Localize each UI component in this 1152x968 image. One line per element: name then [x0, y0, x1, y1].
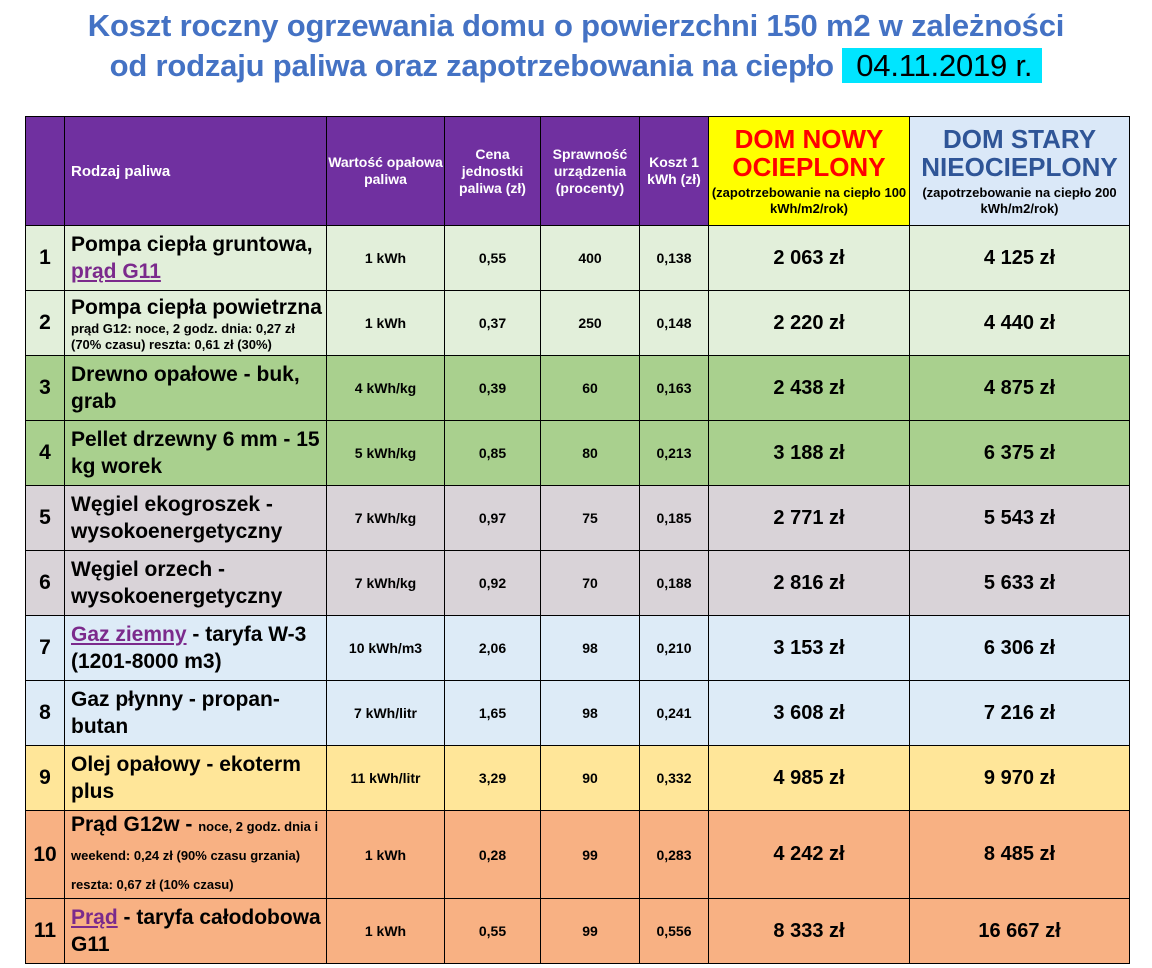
unit-price: 0,28	[445, 811, 541, 899]
calorific-value: 5 kWh/kg	[327, 421, 445, 486]
cost-per-kwh: 0,556	[640, 899, 709, 964]
cost-new-house: 4 242 zł	[709, 811, 910, 899]
fuel-name: Węgiel orzech - wysokoenergetyczny	[71, 558, 283, 608]
cost-old-house: 5 633 zł	[910, 551, 1130, 616]
unit-price: 1,65	[445, 681, 541, 746]
efficiency: 250	[541, 291, 640, 356]
row-number: 7	[26, 616, 65, 681]
cost-new-house: 3 153 zł	[709, 616, 910, 681]
cost-new-house: 3 188 zł	[709, 421, 910, 486]
efficiency: 60	[541, 356, 640, 421]
title-line-2	[0, 46, 1152, 86]
efficiency: 80	[541, 421, 640, 486]
fuel-name: Gaz płynny - propan-butan	[71, 688, 280, 738]
cost-per-kwh: 0,138	[640, 226, 709, 291]
cost-per-kwh: 0,213	[640, 421, 709, 486]
unit-price: 0,55	[445, 899, 541, 964]
fuel-note: prąd G12: noce, 2 godz. dnia: 0,27 zł (70% czasu) reszta: 0,61 zł (30%)	[71, 320, 295, 352]
fuel-name-suffix: - taryfa całodobowa G11	[71, 906, 321, 956]
fuel-type-cell	[65, 681, 327, 746]
header-cost-per-kwh: Koszt 1 kWh (zł)	[640, 117, 709, 226]
cost-new-house: 2 816 zł	[709, 551, 910, 616]
cost-per-kwh: 0,148	[640, 291, 709, 356]
row-number: 2	[26, 291, 65, 356]
table-row	[26, 681, 1130, 746]
unit-price: 3,29	[445, 746, 541, 811]
calorific-value: 4 kWh/kg	[327, 356, 445, 421]
fuel-type-cell	[65, 899, 327, 964]
efficiency: 75	[541, 486, 640, 551]
fuel-name: Pompa ciepła powietrzna	[71, 295, 322, 319]
heating-cost-table	[25, 116, 1130, 964]
old-house-title: DOM STARY NIEOCIEPLONY	[921, 124, 1118, 182]
fuel-type-cell	[65, 746, 327, 811]
calorific-value: 7 kWh/litr	[327, 681, 445, 746]
unit-price: 0,37	[445, 291, 541, 356]
cost-per-kwh: 0,163	[640, 356, 709, 421]
fuel-type-cell	[65, 551, 327, 616]
cost-old-house: 8 485 zł	[910, 811, 1130, 899]
row-number: 9	[26, 746, 65, 811]
table-row	[26, 226, 1130, 291]
header-index	[26, 117, 65, 226]
fuel-type-cell	[65, 616, 327, 681]
cost-per-kwh: 0,185	[640, 486, 709, 551]
table-row	[26, 421, 1130, 486]
unit-price: 0,55	[445, 226, 541, 291]
cost-old-house: 4 440 zł	[910, 291, 1130, 356]
header-old-house	[910, 117, 1130, 226]
calorific-value: 7 kWh/kg	[327, 551, 445, 616]
unit-price: 0,39	[445, 356, 541, 421]
cost-old-house: 4 875 zł	[910, 356, 1130, 421]
efficiency: 90	[541, 746, 640, 811]
cost-new-house: 3 608 zł	[709, 681, 910, 746]
calorific-value: 1 kWh	[327, 899, 445, 964]
new-house-title: DOM NOWY OCIEPLONY	[732, 124, 886, 182]
fuel-type-cell	[65, 811, 327, 899]
cost-old-house: 5 543 zł	[910, 486, 1130, 551]
efficiency: 99	[541, 899, 640, 964]
fuel-name: Pompa ciepła gruntowa,	[71, 233, 313, 256]
efficiency: 98	[541, 616, 640, 681]
fuel-type-cell	[65, 486, 327, 551]
fuel-type-cell	[65, 356, 327, 421]
fuel-link[interactable]: prąd G11	[71, 260, 161, 283]
calorific-value: 11 kWh/litr	[327, 746, 445, 811]
table-row	[26, 551, 1130, 616]
row-number: 4	[26, 421, 65, 486]
cost-new-house: 2 771 zł	[709, 486, 910, 551]
calorific-value: 1 kWh	[327, 226, 445, 291]
fuel-name: Prąd G12w -	[71, 813, 199, 836]
fuel-name: Pellet drzewny 6 mm - 15 kg worek	[71, 428, 320, 478]
fuel-name: Węgiel ekogroszek - wysokoenergetyczny	[71, 493, 283, 543]
header-calorific-value: Wartość opałowa paliwa	[327, 117, 445, 226]
fuel-name: Olej opałowy - ekoterm plus	[71, 753, 301, 803]
table-row	[26, 811, 1130, 899]
cost-new-house: 8 333 zł	[709, 899, 910, 964]
cost-per-kwh: 0,332	[640, 746, 709, 811]
cost-per-kwh: 0,210	[640, 616, 709, 681]
cost-new-house: 4 985 zł	[709, 746, 910, 811]
cost-new-house: 2 220 zł	[709, 291, 910, 356]
calorific-value: 1 kWh	[327, 291, 445, 356]
header-fuel-type: Rodzaj paliwa	[65, 117, 327, 226]
row-number: 5	[26, 486, 65, 551]
cost-new-house: 2 438 zł	[709, 356, 910, 421]
old-house-subtitle: (zapotrzebowanie na ciepło 200 kWh/m2/rok)	[922, 185, 1117, 216]
fuel-name-suffix: - taryfa W-3 (1201-8000 m3)	[71, 623, 307, 673]
unit-price: 2,06	[445, 616, 541, 681]
fuel-name: Drewno opałowe - buk, grab	[71, 363, 300, 413]
table-row	[26, 616, 1130, 681]
header-efficiency: Sprawność urządzenia (procenty)	[541, 117, 640, 226]
header-new-house	[709, 117, 910, 226]
cost-old-house: 6 306 zł	[910, 616, 1130, 681]
row-number: 1	[26, 226, 65, 291]
efficiency: 98	[541, 681, 640, 746]
page-title	[0, 6, 1152, 86]
row-number: 11	[26, 899, 65, 964]
efficiency: 99	[541, 811, 640, 899]
row-number: 6	[26, 551, 65, 616]
unit-price: 0,85	[445, 421, 541, 486]
fuel-note: noce, 2 godz. dnia i weekend: 0,24 zł (90% czasu grzania) reszta: 0,67 zł (10% czasu)	[71, 819, 319, 892]
cost-old-house: 4 125 zł	[910, 226, 1130, 291]
table-row	[26, 746, 1130, 811]
fuel-type-cell	[65, 226, 327, 291]
calorific-value: 7 kWh/kg	[327, 486, 445, 551]
fuel-type-cell	[65, 421, 327, 486]
row-number: 10	[26, 811, 65, 899]
cost-old-house: 6 375 zł	[910, 421, 1130, 486]
calorific-value: 10 kWh/m3	[327, 616, 445, 681]
title-line-2-text: od rodzaju paliwa oraz zapotrzebowania na ciepło	[109, 48, 834, 83]
unit-price: 0,92	[445, 551, 541, 616]
cost-old-house: 7 216 zł	[910, 681, 1130, 746]
date-badge: 04.11.2019 r.	[842, 48, 1042, 83]
efficiency: 70	[541, 551, 640, 616]
fuel-link[interactable]: Prąd	[71, 906, 118, 929]
cost-per-kwh: 0,241	[640, 681, 709, 746]
table-row	[26, 486, 1130, 551]
table-header-row	[26, 117, 1130, 226]
row-number: 3	[26, 356, 65, 421]
calorific-value: 1 kWh	[327, 811, 445, 899]
cost-new-house: 2 063 zł	[709, 226, 910, 291]
unit-price: 0,97	[445, 486, 541, 551]
fuel-type-cell	[65, 291, 327, 356]
table-row	[26, 291, 1130, 356]
cost-old-house: 16 667 zł	[910, 899, 1130, 964]
cost-per-kwh: 0,188	[640, 551, 709, 616]
title-line-1: Koszt roczny ogrzewania domu o powierzchni 150 m2 w zależności	[87, 8, 1065, 43]
table-row	[26, 899, 1130, 964]
header-unit-price: Cena jednostki paliwa (zł)	[445, 117, 541, 226]
new-house-subtitle: (zapotrzebowanie na ciepło 100 kWh/m2/rok)	[711, 185, 907, 216]
fuel-link[interactable]: Gaz ziemny	[71, 623, 187, 646]
efficiency: 400	[541, 226, 640, 291]
table-row	[26, 356, 1130, 421]
cost-old-house: 9 970 zł	[910, 746, 1130, 811]
row-number: 8	[26, 681, 65, 746]
cost-per-kwh: 0,283	[640, 811, 709, 899]
